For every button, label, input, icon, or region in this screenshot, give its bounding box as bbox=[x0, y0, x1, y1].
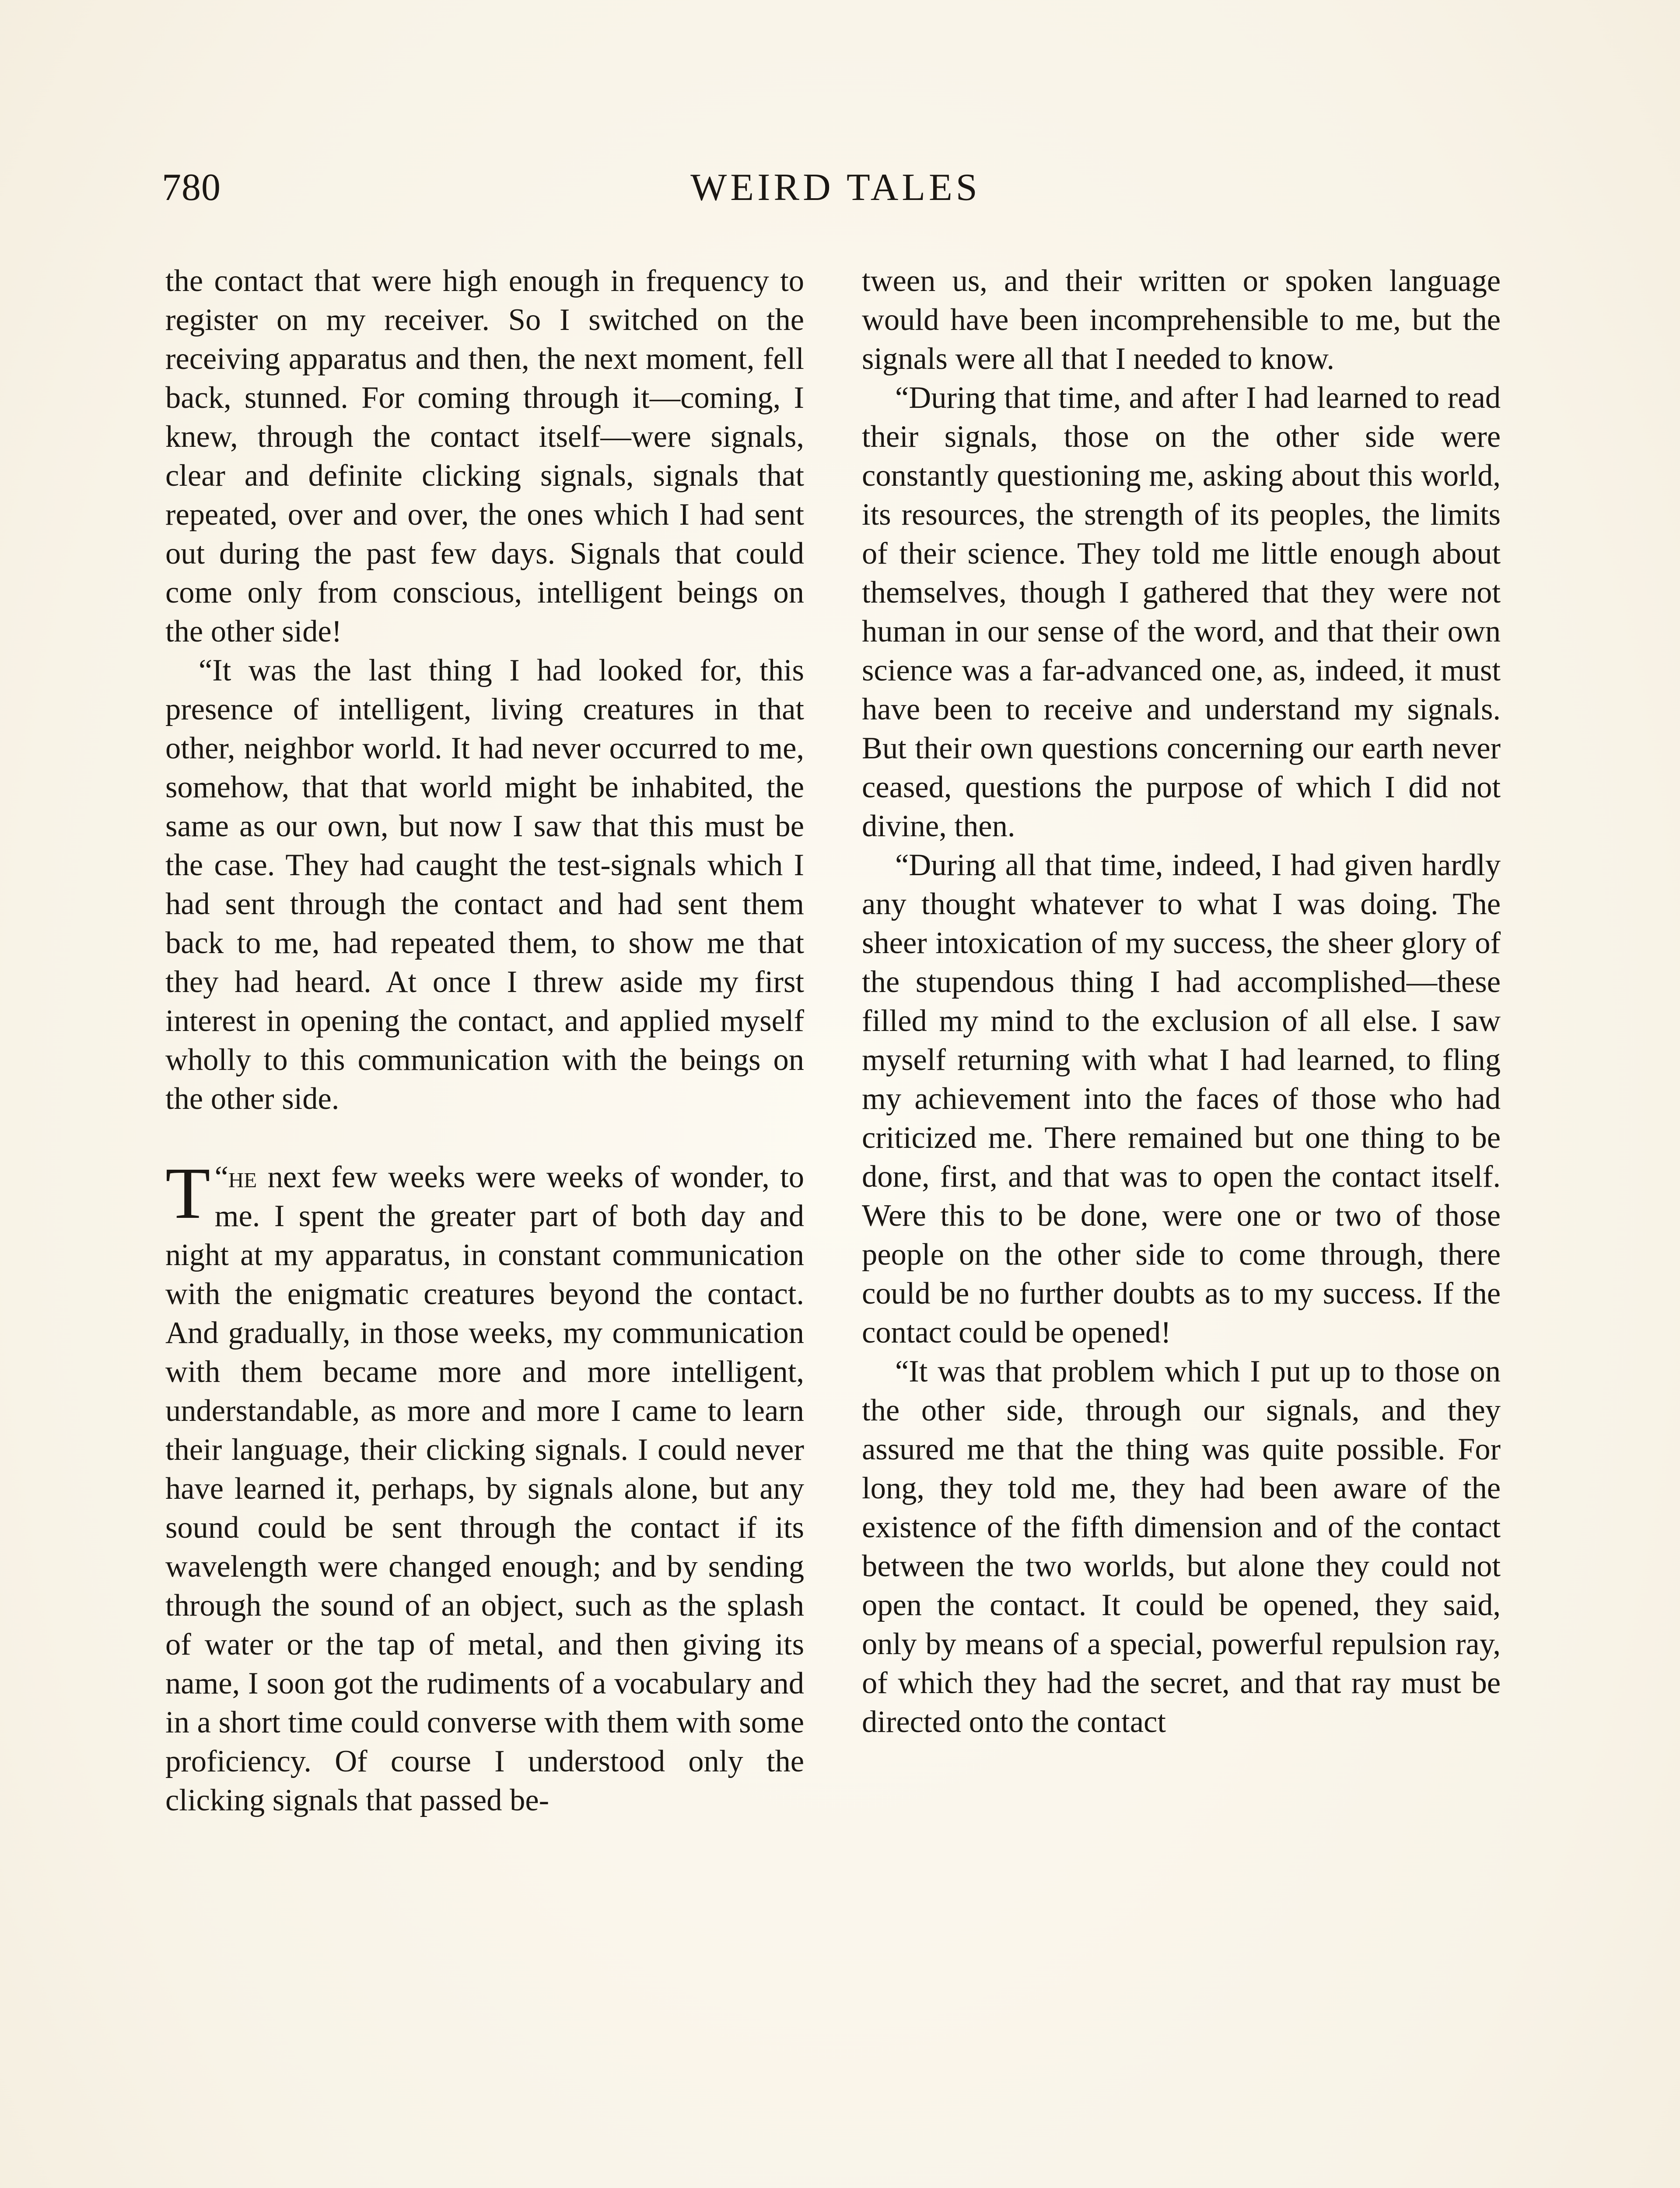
right-column bbox=[862, 262, 1501, 1742]
page-header bbox=[162, 165, 1509, 214]
opening-quote: “ bbox=[214, 1160, 228, 1194]
page-number: 780 bbox=[162, 166, 221, 209]
small-caps-text: he bbox=[228, 1160, 257, 1194]
paragraph: tween us, and their written or spoken language would have been incomprehensible to me, but the signals were all that I needed to know. bbox=[862, 264, 1501, 376]
paragraph: “During that time, and after I had learned to read their signals, those on the other side were constantly questioning me, asking about this world, its resources, the strength of its peoples, the limits of their science. They told me little enough about themselves, though I gathered that they were not human in our sense of the word, and that their own science was a far-advanced one, as, indeed, it must have been to receive and understand my signals. But their own questions concerning our earth never ceased, questions the purpose of which I did not divine, then. bbox=[862, 381, 1501, 843]
paragraph: “It was that problem which I put up to those on the other side, through our signals, and they assured me that the thing was quite possible. For long, they told me, they had been aware of the existence of the fifth dimension and of the contact between the two worlds, but alone they could not open the contact. It could be opened, they said, only by means of a special, powerful repulsion ray, of which they had the secret, and that ray must be directed onto the contact bbox=[862, 1354, 1501, 1739]
paragraph: “During all that time, indeed, I had given hardly any thought whatever to what I was doing. The sheer intoxication of my success, the sheer glory of the stupendous thing I had accomplished—these filled my mind to the exclusion of all else. I saw myself returning with what I had learned, to fling my achievement into the faces of those who had criticized me. There remained but one thing to be done, first, and that was to open the contact itself. Were this to be done, were one or two of those people on the other side to come through, there could be no further doubts as to my success. If the contact could be opened! bbox=[862, 848, 1501, 1350]
paragraph: the contact that were high enough in frequency to register on my receiver. So I switched on the receiving apparatus and then, the next moment, fell back, stunned. For coming through it—coming, I knew, through the contact itself—were signals, clear and definite clicking signals, signals that repeated, over and over, the ones which I had sent out during the past few days. Signals that could come only from conscious, intelligent beings on the other side! bbox=[165, 264, 804, 649]
running-title: WEIRD TALES bbox=[690, 166, 981, 209]
paragraph-text: next few weeks were weeks of wonder, to me. I spent the greater part of both day and night at my apparatus, in constant communication with the enigmatic creatures beyond the contact. And gradually, in those weeks, my communication with them became more and more intelligent, understandable, as more and more I came to learn their language, their clicking signals. I could never have learned it, perhaps, by signals alone, but any sound could be sent through the contact if its wavelength were changed enough; and by sending through the sound of an object, such as the splash of water or the tap of metal, and then giving its name, I soon got the rudiments of a vocabulary and in a short time could converse with them with some proficiency. Of course I understood only the clicking signals that passed be- bbox=[165, 1160, 804, 1817]
left-column bbox=[165, 262, 804, 1820]
paragraph: “It was the last thing I had looked for, this presence of intelligent, living creatures in that other, neighbor world. It had never occurred to me, somehow, that that world might be inhabited, the same as our own, but now I saw that this must be the case. They had caught the test-signals which I had sent through the contact and had sent them back to me, had repeated them, to show me that they had heard. At once I threw aside my first interest in opening the contact, and applied myself wholly to this communication with the beings on the other side. bbox=[165, 653, 804, 1116]
section-opening-paragraph bbox=[165, 1153, 804, 1820]
drop-cap: T bbox=[165, 1153, 210, 1234]
